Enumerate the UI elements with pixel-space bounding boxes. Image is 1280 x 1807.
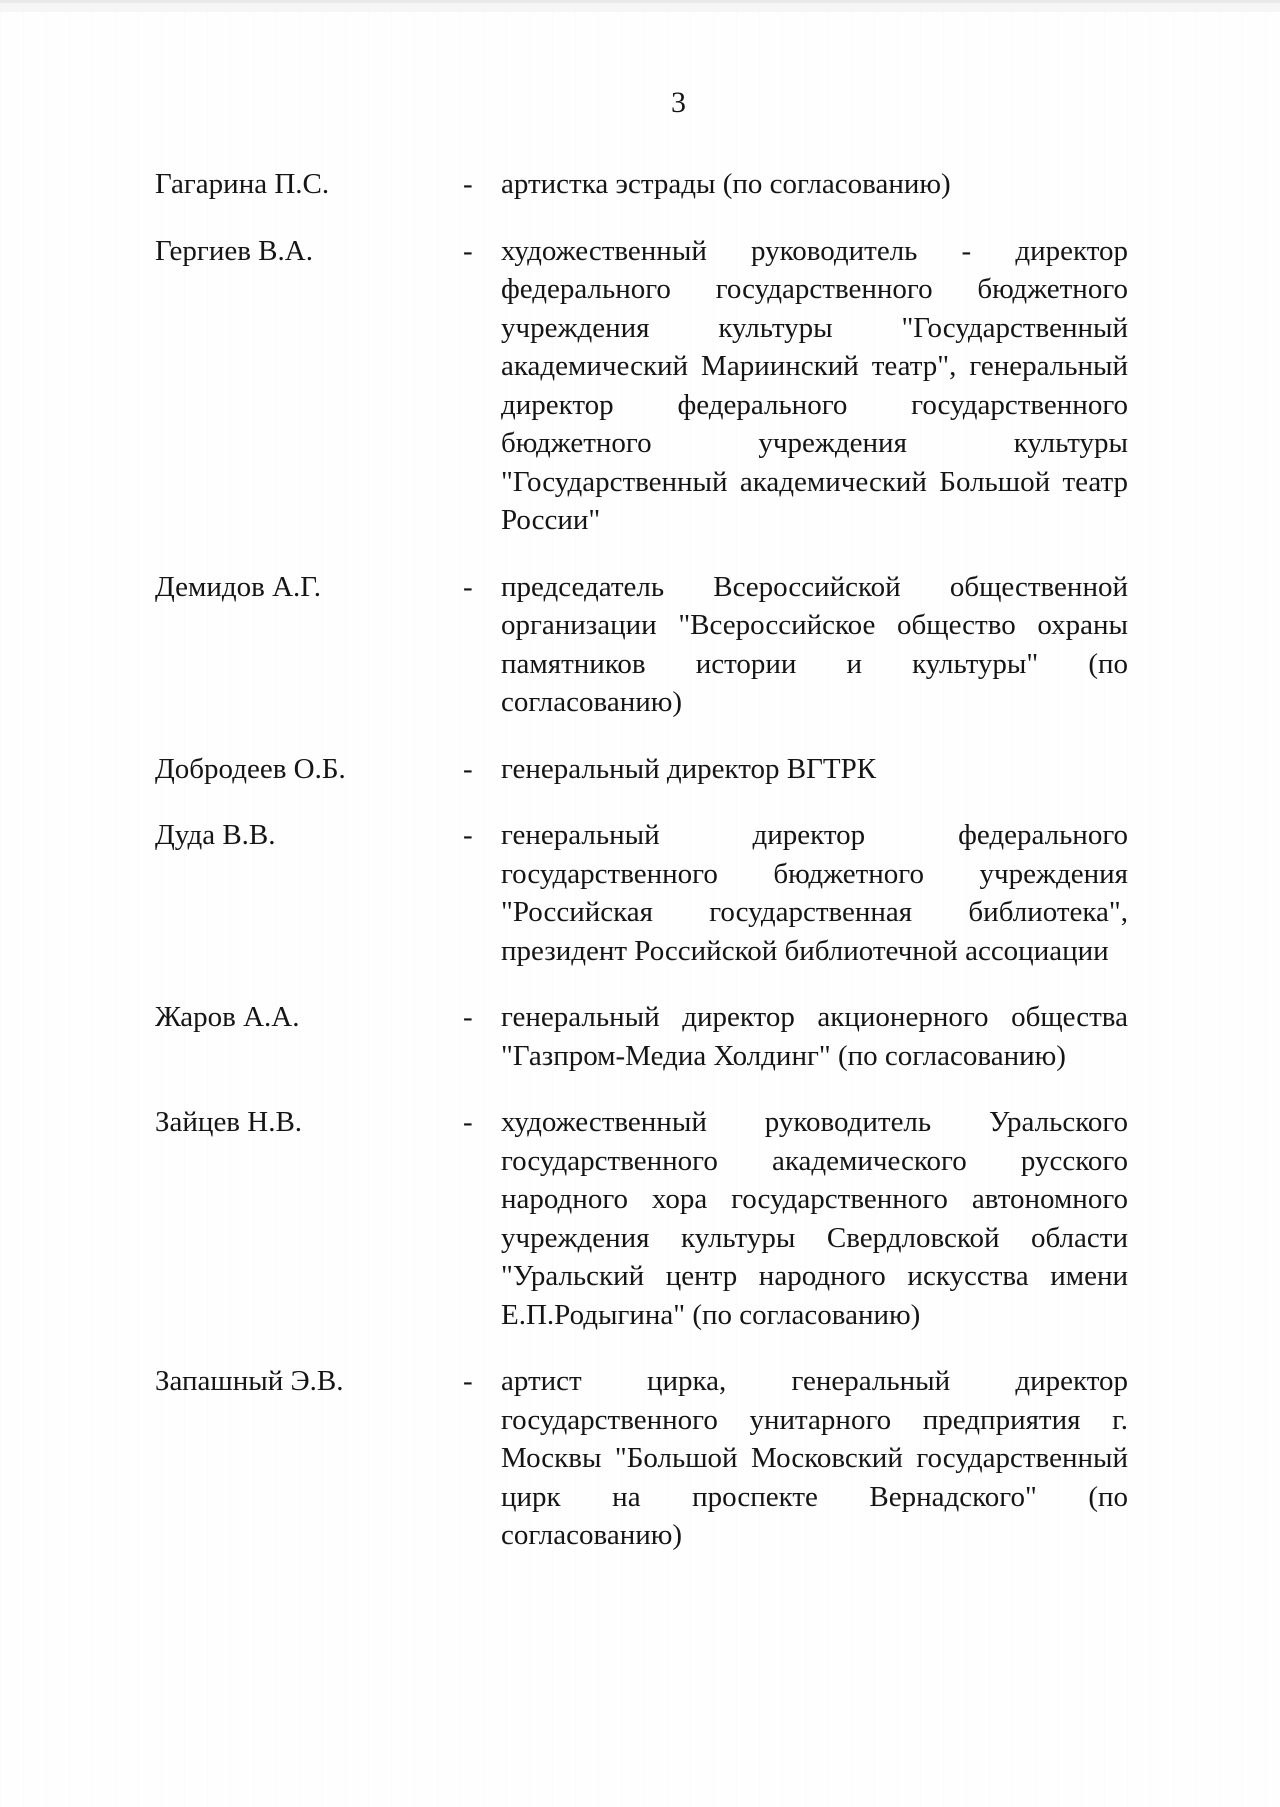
list-item [155, 816, 1128, 970]
member-name: Запашный Э.В. [155, 1365, 344, 1397]
member-description: генеральный директор федерального государственного бюджетного учреждения "Российская государственная библиотека", президент Российской библиотечной ассоциации [501, 819, 1128, 967]
member-name: Добродеев О.Б. [155, 752, 346, 785]
member-description: артистка эстрады (по согласованию) [501, 168, 951, 200]
list-item [155, 568, 1128, 722]
separator-dash: - [463, 570, 473, 603]
page-number: 3 [671, 86, 686, 119]
list-item [155, 1103, 1128, 1334]
separator-dash: - [463, 819, 473, 851]
separator-dash: - [463, 1001, 473, 1033]
separator-dash: - [463, 234, 473, 267]
member-description: председатель Всероссийской общественной организации "Всероссийское общество охраны памятников истории и культуры" (по согласованию) [501, 570, 1128, 718]
list-item [155, 998, 1128, 1075]
separator-dash: - [463, 1365, 473, 1397]
member-description: генеральный директор акционерного общества "Газпром-Медиа Холдинг" (по согласованию) [501, 1001, 1128, 1072]
list-item [155, 750, 1128, 789]
member-name: Гергиев В.А. [155, 234, 313, 267]
list-item [155, 1362, 1128, 1555]
separator-dash: - [463, 1106, 473, 1138]
member-name: Дуда В.В. [155, 819, 276, 851]
separator-dash: - [463, 752, 473, 785]
member-description: художественный руководитель - директор федерального государственного бюджетного учреждения культуры "Государственный академический Мариинский театр", генеральный директор федерального государственного бюджетного учреждения культуры "Государственный академический Большой театр России" [501, 234, 1128, 536]
separator-dash: - [463, 168, 473, 200]
member-name: Демидов А.Г. [155, 570, 322, 603]
member-name: Гагарина П.С. [155, 168, 330, 200]
member-name: Жаров А.А. [155, 1001, 300, 1033]
member-description: артист цирка, генеральный директор государственного унитарного предприятия г. Москвы "Большой Московский государственный цирк на проспекте Вернадского" (по согласованию) [501, 1365, 1128, 1551]
member-list [155, 165, 1128, 1555]
list-item [155, 165, 1128, 204]
member-description: генеральный директор ВГТРК [501, 752, 877, 785]
list-item [155, 232, 1128, 540]
member-description: художественный руководитель Уральского государственного академического русского народного хора государственного автономного учреждения культуры Свердловской области "Уральский центр народного искусства имени Е.П.Родыгина" (по согласованию) [501, 1106, 1128, 1331]
member-name: Зайцев Н.В. [155, 1106, 303, 1138]
